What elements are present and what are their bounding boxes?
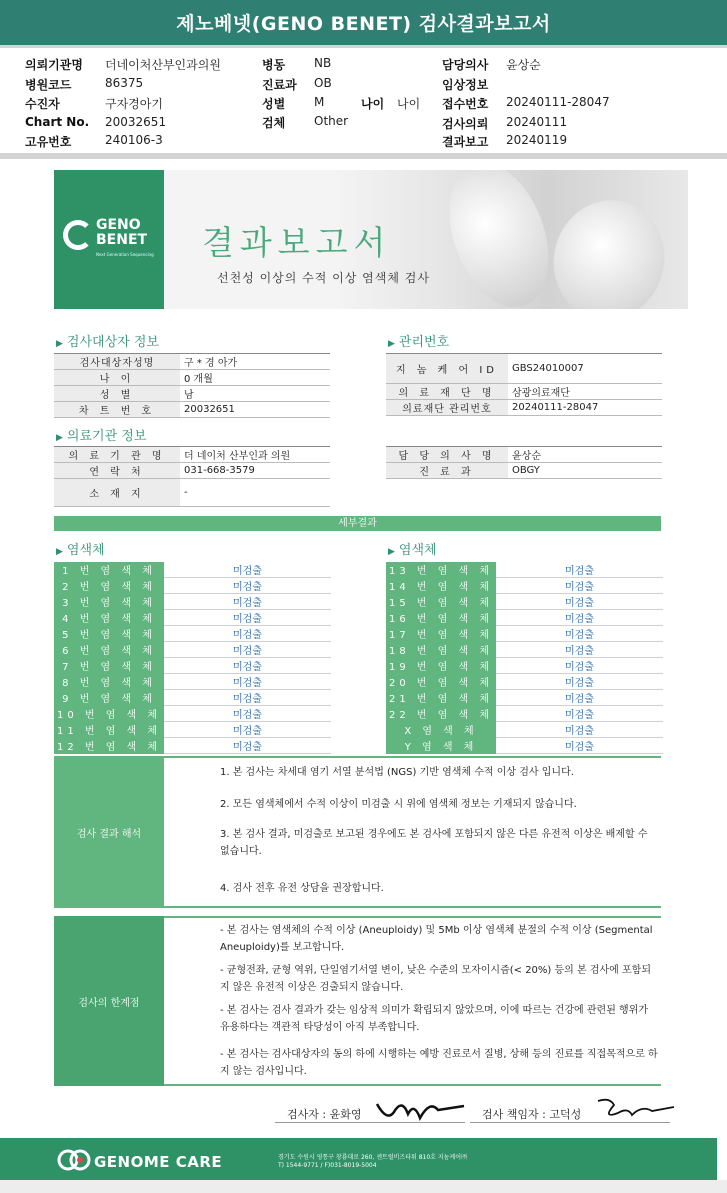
chromosome-row bbox=[386, 578, 663, 594]
chromosome-row bbox=[386, 674, 663, 690]
chromosome-label: 4 번 염 색 체 bbox=[54, 610, 164, 626]
table-row bbox=[386, 354, 662, 384]
chromosome-label: 17 번 염 색 체 bbox=[386, 626, 496, 642]
doctor-info-table bbox=[386, 446, 662, 479]
header-label: 진료과 bbox=[262, 78, 297, 92]
arrow-icon: ▶ bbox=[388, 339, 395, 349]
chromosome-result: 미검출 bbox=[496, 610, 663, 626]
chromosome-result: 미검출 bbox=[496, 690, 663, 706]
chromosome-heading-left: ▶ 염색체 bbox=[56, 543, 105, 558]
field-label: 나 이 bbox=[54, 370, 180, 386]
table-row bbox=[386, 384, 662, 400]
header-label: 접수번호 bbox=[442, 97, 489, 111]
chromosome-label: 15 번 염 색 체 bbox=[386, 594, 496, 610]
signature-line bbox=[470, 1122, 670, 1123]
chromosome-result: 미검출 bbox=[496, 594, 663, 610]
limitations-paragraph: - 본 검사는 염색체의 수적 이상 (Aneuploidy) 및 5Mb 이상 염색체 분절의 수적 이상 (Segmental Aneuploidy)를 보고합니다. bbox=[220, 925, 653, 953]
header-label: 결과보고 bbox=[442, 135, 489, 149]
table-row bbox=[386, 463, 662, 479]
chromosome-result: 미검출 bbox=[496, 626, 663, 642]
header-value: OB bbox=[314, 76, 332, 90]
header-label: 수진자 bbox=[25, 97, 60, 111]
chromosome-result: 미검출 bbox=[496, 578, 663, 594]
header-value: 윤상순 bbox=[506, 58, 541, 72]
chromosome-table-right bbox=[386, 562, 663, 754]
arrow-icon: ▶ bbox=[56, 547, 63, 557]
table-row bbox=[54, 463, 330, 479]
chromosome-row bbox=[54, 578, 331, 594]
chromosome-row bbox=[54, 690, 331, 706]
chromosome-result: 미검출 bbox=[164, 610, 331, 626]
brand-text: GENO BENET bbox=[96, 217, 148, 248]
header-label: 검사의뢰 bbox=[442, 117, 489, 131]
chromosome-result: 미검출 bbox=[496, 642, 663, 658]
limitations-paragraph: - 본 검사는 검사대상자의 동의 하에 시행하는 예방 진료로서 질병, 상해 등의 진료를 직접목적으로 하지 않는 검사입니다. bbox=[220, 1049, 658, 1077]
chromosome-label: 18 번 염 색 체 bbox=[386, 642, 496, 658]
chromosome-result: 미검출 bbox=[164, 642, 331, 658]
chromosome-result: 미검출 bbox=[164, 578, 331, 594]
chromosome-row bbox=[386, 658, 663, 674]
field-value: 삼광의료재단 bbox=[512, 388, 570, 399]
chromosome-row bbox=[54, 610, 331, 626]
chromosome-result: 미검출 bbox=[164, 706, 331, 722]
chromosome-label: 16 번 염 색 체 bbox=[386, 610, 496, 626]
chromosome-row bbox=[54, 706, 331, 722]
header-value: NB bbox=[314, 56, 332, 70]
field-label: 의 료 재 단 명 bbox=[386, 384, 508, 400]
header-value: 240106-3 bbox=[105, 133, 163, 147]
table-row bbox=[54, 354, 330, 370]
chromosome-result: 미검출 bbox=[496, 562, 663, 578]
arrow-icon: ▶ bbox=[388, 547, 395, 557]
limitations-paragraph: - 본 검사는 검사 결과가 갖는 임상적 의미가 확립되지 않았으며, 이에 따르는 건강에 관련된 행위가 유용하다는 객관적 타당성이 아직 부족합니다. bbox=[220, 1005, 649, 1033]
header-label: 병동 bbox=[262, 58, 286, 72]
banner-subtitle: 선천성 이상의 수적 이상 염색체 검사 bbox=[217, 271, 430, 285]
table-row bbox=[54, 447, 330, 463]
mgmt-section-heading: ▶ 관리번호 bbox=[388, 335, 450, 350]
header-value: M bbox=[314, 95, 325, 109]
footer-phone: T) 1544-9771 / F)031-8019-5004 bbox=[278, 1162, 377, 1169]
header-value: 구자경아기 bbox=[105, 97, 163, 111]
header-label: 의뢰기관명 bbox=[25, 58, 83, 72]
field-label: 담 당 의 사 명 bbox=[386, 447, 508, 463]
geno-benet-logo-icon bbox=[63, 220, 93, 250]
hospital-info-table bbox=[54, 446, 330, 507]
responsible-signature-label: 검사 책임자 : 고덕성 bbox=[482, 1108, 582, 1121]
chromosome-result: 미검출 bbox=[164, 626, 331, 642]
header-divider bbox=[0, 153, 727, 159]
table-row bbox=[54, 370, 330, 386]
chromosome-heading-right: ▶ 염색체 bbox=[388, 543, 437, 558]
field-value: 더 네이처 산부인과 의원 bbox=[184, 451, 291, 462]
field-label: 지 놈 케 어 ID bbox=[386, 354, 508, 384]
chromosome-result: 미검출 bbox=[164, 594, 331, 610]
header-value: 더네이처산부인과의원 bbox=[105, 58, 221, 72]
footer-address: 경기도 수원시 영통구 창룡대로 260, 센트럴비즈타워 810호 지놈케어㈜ bbox=[278, 1154, 468, 1161]
table-row bbox=[54, 402, 330, 418]
header-value: 20240111-28047 bbox=[506, 95, 610, 109]
table-row bbox=[386, 400, 662, 416]
mgmt-info-table bbox=[386, 353, 662, 416]
table-row bbox=[386, 447, 662, 463]
chromosome-result: 미검출 bbox=[496, 658, 663, 674]
chromosome-label: 13 번 염 색 체 bbox=[386, 562, 496, 578]
chromosome-result: 미검출 bbox=[164, 722, 331, 738]
header-label: 병원코드 bbox=[25, 78, 72, 92]
chromosome-label: 21 번 염 색 체 bbox=[386, 690, 496, 706]
header-label: 성별 bbox=[262, 97, 286, 111]
limitations-box bbox=[54, 916, 661, 1086]
field-value: OBGY bbox=[512, 465, 540, 476]
tester-signature-label: 검사자 : 윤화영 bbox=[287, 1108, 362, 1121]
chromosome-result: 미검출 bbox=[496, 722, 663, 738]
chromosome-result: 미검출 bbox=[164, 562, 331, 578]
field-label: 검사대상자성명 bbox=[54, 354, 180, 370]
chromosome-label: 11 번 염 색 체 bbox=[54, 722, 164, 738]
field-value: 20240111-28047 bbox=[512, 402, 599, 413]
table-row bbox=[54, 479, 330, 507]
field-label: 소 재 지 bbox=[54, 479, 180, 507]
chromosome-label: 9 번 염 색 체 bbox=[54, 690, 164, 706]
chromosome-row bbox=[54, 642, 331, 658]
interpretation-body bbox=[164, 756, 661, 908]
field-value: - bbox=[184, 487, 188, 498]
chromosome-label: 7 번 염 색 체 bbox=[54, 658, 164, 674]
chromosome-result: 미검출 bbox=[496, 706, 663, 722]
header-value: 86375 bbox=[105, 76, 144, 90]
tester-signature bbox=[372, 1094, 468, 1124]
footer-bar bbox=[0, 1138, 717, 1180]
report-title: 제노베넷(GENO BENET) 검사결과보고서 bbox=[176, 13, 551, 35]
chromosome-row bbox=[386, 642, 663, 658]
chromosome-label: 5 번 염 색 체 bbox=[54, 626, 164, 642]
patient-section-heading: ▶ 검사대상자 정보 bbox=[56, 335, 159, 350]
chromosome-label: 22 번 염 색 체 bbox=[386, 706, 496, 722]
header-label: 검체 bbox=[262, 116, 286, 130]
interpretation-box bbox=[54, 756, 661, 908]
field-value: 구 * 경 아가 bbox=[184, 358, 238, 369]
chromosome-result: 미검출 bbox=[164, 674, 331, 690]
chromosome-row bbox=[386, 626, 663, 642]
header-label: 고유번호 bbox=[25, 135, 72, 149]
interpretation-paragraph: 1. 본 검사는 차세대 염기 서열 분석법 (NGS) 기반 염색체 수적 이상 검사 입니다. bbox=[220, 767, 574, 778]
hospital-section-heading: ▶ 의료기관 정보 bbox=[56, 429, 147, 444]
footer-base bbox=[0, 1180, 727, 1193]
chromosome-label: X 염 색 체 bbox=[386, 722, 496, 738]
field-value: 20032651 bbox=[184, 404, 235, 415]
chromosome-label: 20 번 염 색 체 bbox=[386, 674, 496, 690]
chromosome-label: 12 번 염 색 체 bbox=[54, 738, 164, 754]
header-value: 20240111 bbox=[506, 115, 568, 129]
chromosome-result: 미검출 bbox=[164, 690, 331, 706]
chromosome-row bbox=[386, 706, 663, 722]
arrow-icon: ▶ bbox=[56, 339, 63, 349]
chromosome-row bbox=[54, 658, 331, 674]
header-label: 임상정보 bbox=[442, 78, 489, 92]
chromosome-row bbox=[386, 690, 663, 706]
header-value: Other bbox=[314, 114, 349, 128]
header-label: Chart No. bbox=[25, 115, 90, 129]
chromosome-label: 10 번 염 색 체 bbox=[54, 706, 164, 722]
chromosome-label: 3 번 염 색 체 bbox=[54, 594, 164, 610]
arrow-icon: ▶ bbox=[56, 433, 63, 443]
field-value: 0 개월 bbox=[184, 374, 213, 385]
chromosome-label: 8 번 염 색 체 bbox=[54, 674, 164, 690]
chromosome-row bbox=[54, 594, 331, 610]
detail-results-bar: 세부결과 bbox=[54, 516, 661, 531]
interpretation-paragraph: 3. 본 검사 결과, 미검출로 보고된 경우에도 본 검사에 포함되지 않은 다른 유전적 이상은 배제할 수 없습니다. bbox=[220, 829, 648, 857]
chromosome-result: 미검출 bbox=[164, 738, 331, 754]
chromosome-row bbox=[54, 674, 331, 690]
chromosome-row bbox=[386, 562, 663, 578]
chromosome-label: 1 번 염 색 체 bbox=[54, 562, 164, 578]
chromosome-row bbox=[386, 594, 663, 610]
chromosome-row bbox=[54, 738, 331, 754]
field-value: 윤상순 bbox=[512, 451, 541, 462]
field-label: 의 료 기 관 명 bbox=[54, 447, 180, 463]
age-value: 나이 bbox=[397, 97, 421, 111]
field-label: 진 료 과 bbox=[386, 463, 508, 479]
field-value: 031-668-3579 bbox=[184, 465, 255, 476]
chromosome-label: 19 번 염 색 체 bbox=[386, 658, 496, 674]
limitations-body bbox=[164, 916, 661, 1086]
header-value: 20032651 bbox=[105, 115, 167, 129]
chromosome-row bbox=[54, 722, 331, 738]
header-value: 20240119 bbox=[506, 133, 568, 147]
limitations-label: 검사의 한계점 bbox=[54, 916, 164, 1086]
chromosome-row bbox=[386, 610, 663, 626]
chromosome-row bbox=[386, 722, 663, 738]
chromosome-result: 미검출 bbox=[496, 738, 663, 754]
header-label: 담당의사 bbox=[442, 58, 489, 72]
chromosome-row bbox=[54, 626, 331, 642]
patient-info-table bbox=[54, 353, 330, 418]
report-header-bar bbox=[0, 0, 727, 48]
responsible-signature bbox=[592, 1093, 678, 1123]
field-label: 연 락 처 bbox=[54, 463, 180, 479]
genome-care-logo-icon bbox=[56, 1148, 92, 1172]
brand-panel bbox=[54, 170, 164, 309]
chromosome-label: 14 번 염 색 체 bbox=[386, 578, 496, 594]
report-banner bbox=[54, 170, 688, 309]
interpretation-paragraph: 2. 모든 염색체에서 수적 이상이 미검출 시 위에 염색체 정보는 기재되지 않습니다. bbox=[220, 799, 577, 810]
field-value: GBS24010007 bbox=[512, 363, 584, 374]
field-label: 차 트 번 호 bbox=[54, 402, 180, 418]
signature-line bbox=[275, 1122, 465, 1123]
brand-tagline: Next Generation Sequencing bbox=[96, 252, 154, 257]
footer-brand: GENOME CARE bbox=[94, 1153, 223, 1171]
chromosome-label: Y 염 색 체 bbox=[386, 738, 496, 754]
age-label: 나이 bbox=[361, 97, 385, 111]
chromosome-result: 미검출 bbox=[164, 658, 331, 674]
field-label: 의료재단 관리번호 bbox=[386, 400, 508, 416]
chromosome-table-left bbox=[54, 562, 331, 754]
field-value: 남 bbox=[184, 390, 194, 401]
chromosome-row bbox=[54, 562, 331, 578]
chromosome-result: 미검출 bbox=[496, 674, 663, 690]
chromosome-row bbox=[386, 738, 663, 754]
field-label: 성 별 bbox=[54, 386, 180, 402]
interpretation-label: 검사 결과 해석 bbox=[54, 756, 164, 908]
interpretation-paragraph: 4. 검사 전후 유전 상담을 권장합니다. bbox=[220, 883, 384, 894]
limitations-paragraph: - 균형전좌, 균형 역위, 단일염기서열 변이, 낮은 수준의 모자이시즘(< 20%) 등의 본 검사에 포함되지 않은 유전적 이상은 검출되지 않습니다. bbox=[220, 965, 651, 993]
banner-title: 결과보고서 bbox=[202, 223, 392, 262]
chromosome-label: 6 번 염 색 체 bbox=[54, 642, 164, 658]
chromosome-label: 2 번 염 색 체 bbox=[54, 578, 164, 594]
table-row bbox=[54, 386, 330, 402]
